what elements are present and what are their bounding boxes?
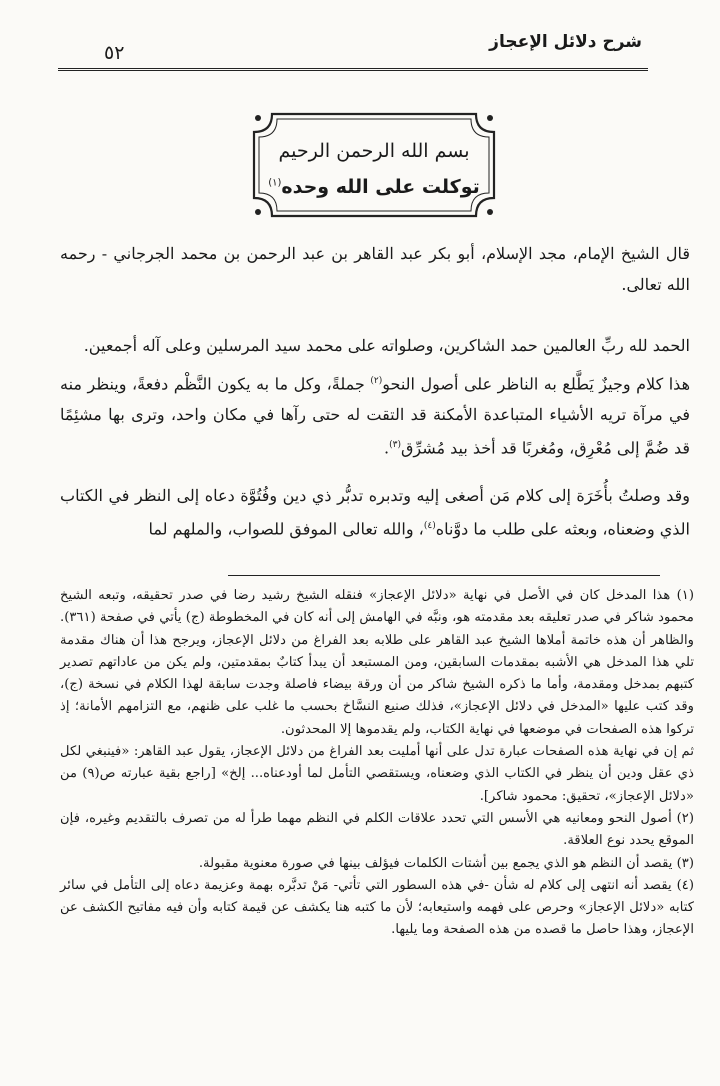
page-number: ٥٢ (104, 42, 125, 64)
footnote-ref-3: (٣) (389, 440, 401, 451)
tawakkalt-text: توكلت على الله وحده (281, 176, 480, 198)
tawakkalt-heading (250, 176, 498, 198)
footnote-ref-2: (٢) (370, 376, 383, 386)
paragraph-text: وقد وصلتُ بأُخَرَة إلى كلام مَن أصغى إليه وتدبره تدبُّر ذي دين وفُتُوَّة دعاه إلى النظر في الكتاب الذي وضعناه، وبعثه على طلب ما دوَّناه (60, 486, 690, 539)
paragraph-hamd: الحمد لله ربِّ العالمين حمد الشاكرين، وصلواته على محمد سيد المرسلين وعلى آله أجمعين. (83, 336, 690, 355)
basmala-text: بسم الله الرحمن الرحيم (278, 140, 470, 162)
header-divider (58, 68, 648, 71)
footnote-ref-1: (١) (268, 177, 282, 189)
footnote-3: (٣) يقصد أن النظم هو الذي يجمع بين أشتات الكلمات فيؤلف بينها في صورة معنوية مقبولة. (198, 855, 694, 871)
basmala-ornament-frame (250, 110, 498, 220)
footnote-1-continued: ثم إن في نهاية هذه الصفحات عبارة تدل على أنها أمليت بعد الفراغ من دلائل الإعجاز، يقول عبد القاهر: «فينبغي لكل ذي عقل ودين أن ينظر في الكتاب الذي وضعناه، ويستقصي التأمل لما أودعناه... إلخ» [راجع بقية عبارته ص(٩) من «دلائل الإعجاز»، تحقيق: محمود شاكر]. (60, 744, 694, 804)
paragraph-intro: قال الشيخ الإمام، مجد الإسلام، أبو بكر عبد القاهر بن عبد الرحمن بن محمد الجرجاني - رحمه الله تعالى. (60, 244, 690, 294)
running-header-title: شرح دلائل الإعجاز (489, 32, 642, 52)
paragraph-text: ، والله تعالى الموفق للصواب، والملهم لما (148, 519, 424, 539)
footnotes (60, 585, 694, 942)
paragraph-text: هذا كلام وجيزٌ يَطَّلع به الناظر على أصول النحو (382, 374, 691, 394)
footnote-ref-4: (٤) (423, 521, 436, 531)
footnote-2: (٢) أصول النحو ومعانيه هي الأسس التي تحدد علاقات الكلم في النظم مهما طرأ له من تصرف بالتقديم وغيره، فإن الموقع يحدد نوع العلاقة. (60, 810, 694, 849)
paragraph-text: جملةً، وكل ما به يكون النَّظْم دفعةً، وينظر منه في مرآة تريه الأشياء المتباعدة الأمكنة قد التقت له حتى رآها في مكان واحد، وترى بها مشئِمًا قد ضُمَّ إلى مُعْرِق، ومُغربًا قد أخذ بيد مُشرِّق (60, 374, 690, 458)
paragraph-kalam-wajiz: هذا كلام وجيزٌ يَطَّلع به الناظر على أصول النحو$^{(٢)}$ جملةً، وكل ما به يكون النَّظْم دفعةً، وينظر منه في مرآة تريه الأشياء المتباعدة الأمكنة قد التقت له حتى رآها في مكان واحد، وترى بها مشئِمًا قد ضُمَّ إلى مُعْرِق، ومُغربًا قد أخذ بيد مُشرِّق$^{(٣)}$. (60, 374, 691, 458)
ornament-frame-icon (250, 110, 498, 220)
paragraph-wasalt (60, 480, 690, 544)
footnote-1: (١) هذا المدخل كان في الأصل في نهاية «دلائل الإعجاز» فنقله الشيخ رشيد رضا في صدر تحقيقه، وتبعه الشيخ محمود شاكر في صدر تعليقه بعد مقدمته هو، ونبَّه في الهامش إلى أنه كان في المخطوطة (ج) يأتي في صفحة (٣٦١). والظاهر أن هذه خاتمة أملاها الشيخ عبد القاهر على طلابه بعد الفراغ من دلائل الإعجاز، ويرجح هذا أن هناك مقدمة تلي هذا المدخل هي الأشبه بمقدمات السابقين، ومن المستبعد أن يبدأ كتابٌ بمقدمتين، ولم يكن من عاداتهم تصدير كتبهم بمدخل ومقدمة، وأما ما ذكره الشيخ شاكر من أن ورقة بيضاء فاصلة وجدت سابقة لهذا الكلام في نسخة (ج)، وقد كتب عليها «المدخل في دلائل الإعجاز»، فذلك صنيع النسَّاخ بحسب ما غلب على ظنهم، مع التزامهم الأمانة؛ إذ تركوا هذه الصفحات في موضعها في نهاية الكتاب، ولم يقدموها إلا المحدثون. (60, 588, 694, 737)
footnote-divider (228, 575, 660, 576)
footnote-4: (٤) يقصد أنه انتهى إلى كلام له شأن -في هذه السطور التي تأتي- مَنْ تدبَّره بهمة وعزيمة دعاه إلى التأمل في سائر كتابه «دلائل الإعجاز» وحرص على فهمه واستيعابه؛ لأن ما كتبه هنا يكشف عن قيمة كتابه وأن فيه مفاتيح الكشف عن الإعجاز، وهذا حاصل ما قصده من هذه الصفحة وما يليها. (60, 877, 694, 938)
